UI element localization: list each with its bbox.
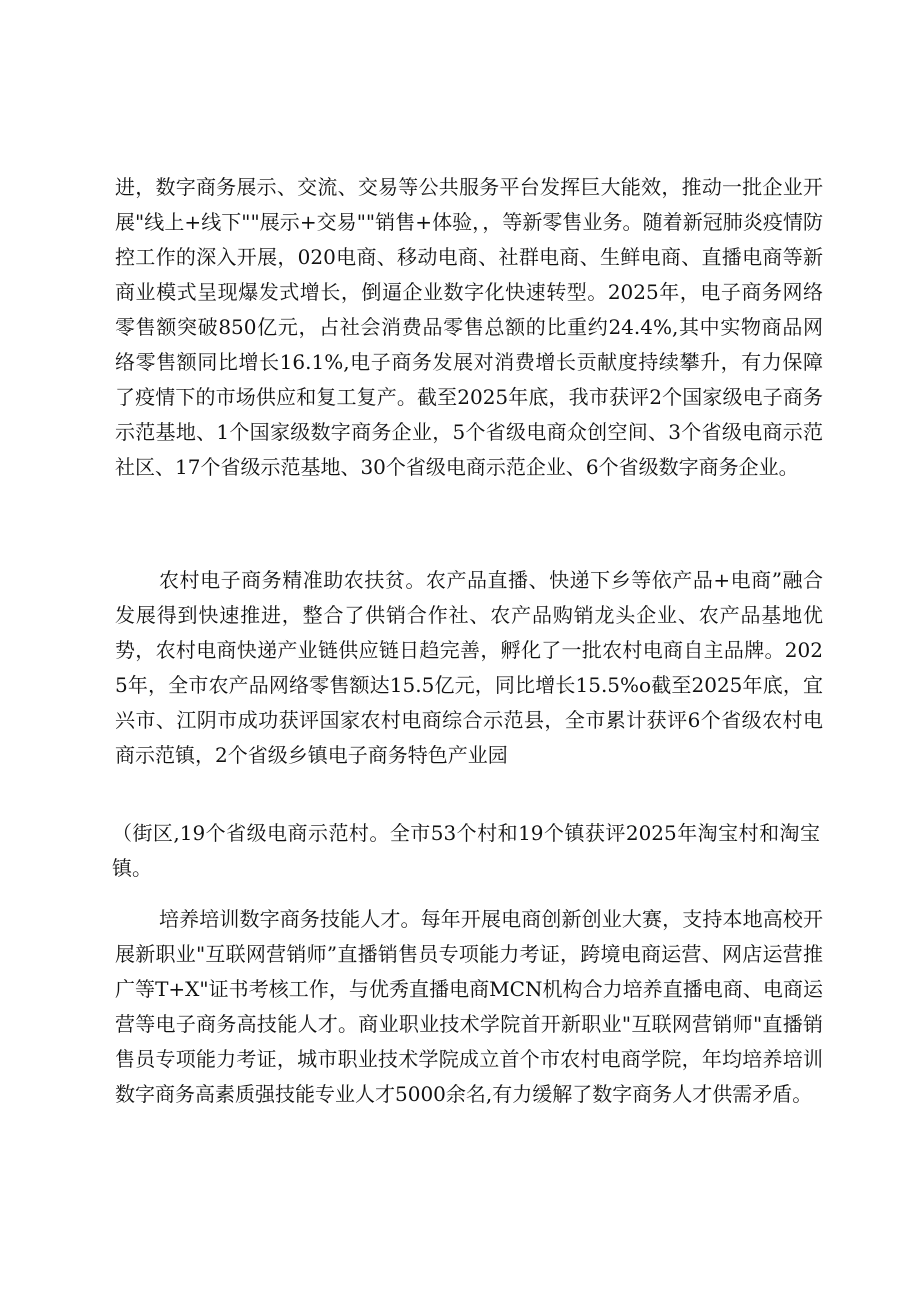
paragraph-ecommerce-development: 进，数字商务展示、交流、交易等公共服务平台发挥巨大能效，推动一批企业开展"线上+线下""展示+交易""销售+体验，，等新零售业务。随着新冠肺炎疫情防控工作的深入开展，020电商、移动电商、社群电商、生鲜电商、直播电商等新商业模式呈现爆发式增长，倒逼企业数字化快速转型。2025年，电子商务网络零售额突破850亿元，占社会消费品零售总额的比重约24.4%,其中实物商品网络零售额同比增长16.1%,电子商务发展对消费增长贡献度持续攀升，有力保障了疫情下的市场供应和复工复产。截至2025年底，我市获评2个国家级电子商务示范基地、1个国家级数字商务企业，5个省级电商众创空间、3个省级电商示范社区、17个省级示范基地、30个省级电商示范企业、6个省级数字商务企业。 [115,175,823,479]
paragraph-talent-training: 培养培训数字商务技能人才。每年开展电商创新创业大赛，支持本地高校开展新职业"互联网营销师”直播销售员专项能力考证，跨境电商运营、网店运营推广等T+X"证书考核工作，与优秀直播电商MCN机构合力培养直播电商、电商运营等电子商务高技能人才。商业职业技术学院首开新职业"互联网营销师"直播销售员专项能力考证，城市职业技术学院成立首个市农村电商学院，年均培养培训数字商务高素质强技能专业人才5000余名,有力缓解了数字商务人才供需矛盾。 [115,907,823,1106]
paragraph-rural-ecommerce: 农村电子商务精准助农扶贫。农产品直播、快递下乡等依产品+电商”融合发展得到快速推进，整合了供销合作社、农产品购销龙头企业、农产品基地优势，农村电商快递产业链供应链日趋完善，孵化了一批农村电商自主品牌。2025年，全市农产品网络零售额达15.5亿元，同比增长15.5%o截至2025年底，宜兴市、江阴市成功获评国家农村电商综合示范县，全市累计获评6个省级农村电商示范镇，2个省级乡镇电子商务特色产业园 [115,568,823,767]
paragraph-rural-ecommerce-continued: （街区,19个省级电商示范村。全市53个村和19个镇获评2025年淘宝村和淘宝镇。 [112,821,820,880]
